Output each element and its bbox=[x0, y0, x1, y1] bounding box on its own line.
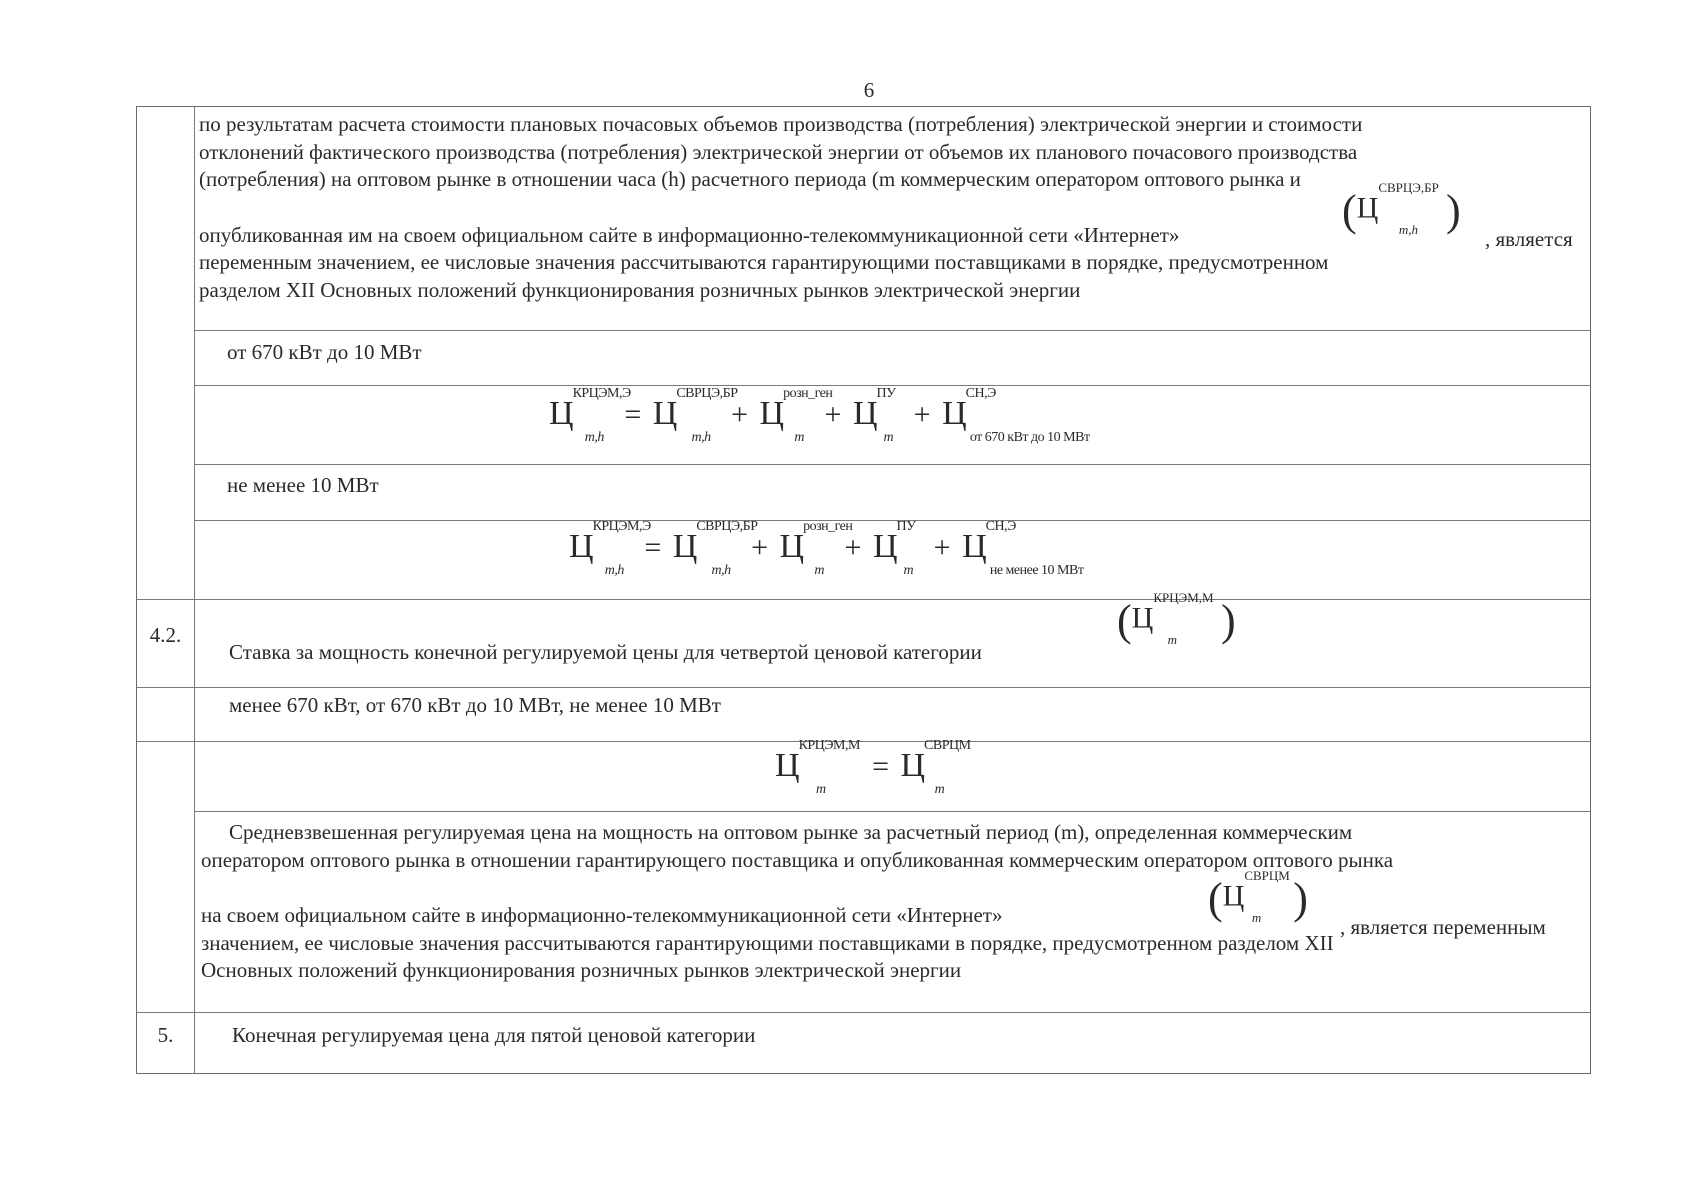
text-tail: , является bbox=[1485, 227, 1573, 251]
text-line: опубликованная им на своем официальном сайте в информационно-телекоммуникационной сети «Интернет» bbox=[199, 222, 1180, 247]
text-line: отклонений фактического производства (потребления) электрической энергии от объемов их планового почасового производства bbox=[199, 139, 1358, 164]
item-number: 4.2. bbox=[149, 623, 182, 647]
row-divider bbox=[194, 330, 1590, 331]
row-divider bbox=[194, 520, 1590, 521]
range-label: от 670 кВт до 10 МВт bbox=[227, 340, 422, 364]
row-divider bbox=[194, 464, 1590, 465]
formula-power: $Ц^{КРЦЭМ,М}_m = Ц^{СВРЦМ}_m$ bbox=[775, 738, 971, 797]
formula-energy-670-10: $Ц^{КРЦЭМ,Э}_{m,h} = Ц^{СВРЦЭ,БР}_{m,h} + Ц^{розн\_ген}_m + Ц^{ПУ}_m + Ц^{СН,Э}_{от 670 кВт до 10 МВт}$ bbox=[549, 386, 1090, 445]
text-line: (потребления) на оптовом рынке в отношении часа (h) расчетного периода (m коммерческим оператором оптового рынка и bbox=[199, 167, 1301, 191]
text-line: оператором оптового рынка в отношении гарантирующего поставщика и опубликованная коммерческим оператором оптового рынка bbox=[201, 847, 1394, 872]
text-line: разделом XII Основных положений функционирования розничных рынков электрической энергии bbox=[199, 277, 1081, 302]
range-label: менее 670 кВт, от 670 кВт до 10 МВт, не менее 10 МВт bbox=[229, 693, 721, 717]
row-divider bbox=[137, 599, 1590, 600]
text-tail: , является переменным bbox=[1340, 915, 1546, 939]
page-number: 6 bbox=[863, 78, 875, 102]
row-divider bbox=[194, 811, 1590, 812]
formula-energy-10: $Ц^{КРЦЭМ,Э}_{m,h} = Ц^{СВРЦЭ,БР}_{m,h} + Ц^{розн\_ген}_m + Ц^{ПУ}_m + Ц^{СН,Э}_{не менее 10 МВт}$ bbox=[569, 519, 1084, 578]
row-divider bbox=[137, 741, 1590, 742]
formula-symbol: ($Ц^{КРЦЭМ,М}_m$ ) bbox=[1117, 590, 1236, 648]
item-number: 5. bbox=[157, 1023, 174, 1047]
formula-symbol: ($Ц^{СВРЦЭ,БР}_{m,h}$ ) bbox=[1342, 180, 1461, 238]
tariff-table bbox=[136, 106, 1591, 1074]
item-text: Ставка за мощность конечной регулируемой цены для четвертой ценовой категории bbox=[229, 640, 982, 664]
explanation-paragraph bbox=[201, 819, 1587, 985]
row-divider bbox=[137, 687, 1590, 688]
item-text: Конечная регулируемая цена для пятой ценовой категории bbox=[232, 1023, 756, 1047]
row-divider bbox=[137, 1012, 1590, 1013]
column-divider bbox=[194, 107, 195, 1073]
text-line: по результатам расчета стоимости плановых почасовых объемов производства (потребления) электрической энергии и стоимости bbox=[199, 112, 1363, 136]
text-line: значением, ее числовые значения рассчитываются гарантирующими поставщиками в порядке, предусмотренном разделом XII bbox=[201, 930, 1334, 955]
formula-symbol: ($Ц^{СВРЦМ}_m$ ) bbox=[1208, 868, 1308, 926]
range-label: не менее 10 МВт bbox=[227, 473, 379, 497]
text-line: Основных положений функционирования розничных рынков электрической энергии bbox=[201, 958, 962, 982]
text-line: на своем официальном сайте в информационно-телекоммуникационной сети «Интернет» bbox=[201, 903, 1003, 927]
text-line: переменным значением, ее числовые значения рассчитываются гарантирующими поставщиками в порядке, предусмотренном bbox=[199, 250, 1329, 274]
text-line: Средневзвешенная регулируемая цена на мощность на оптовом рынке за расчетный период (m), определенная коммерческим bbox=[229, 820, 1353, 844]
